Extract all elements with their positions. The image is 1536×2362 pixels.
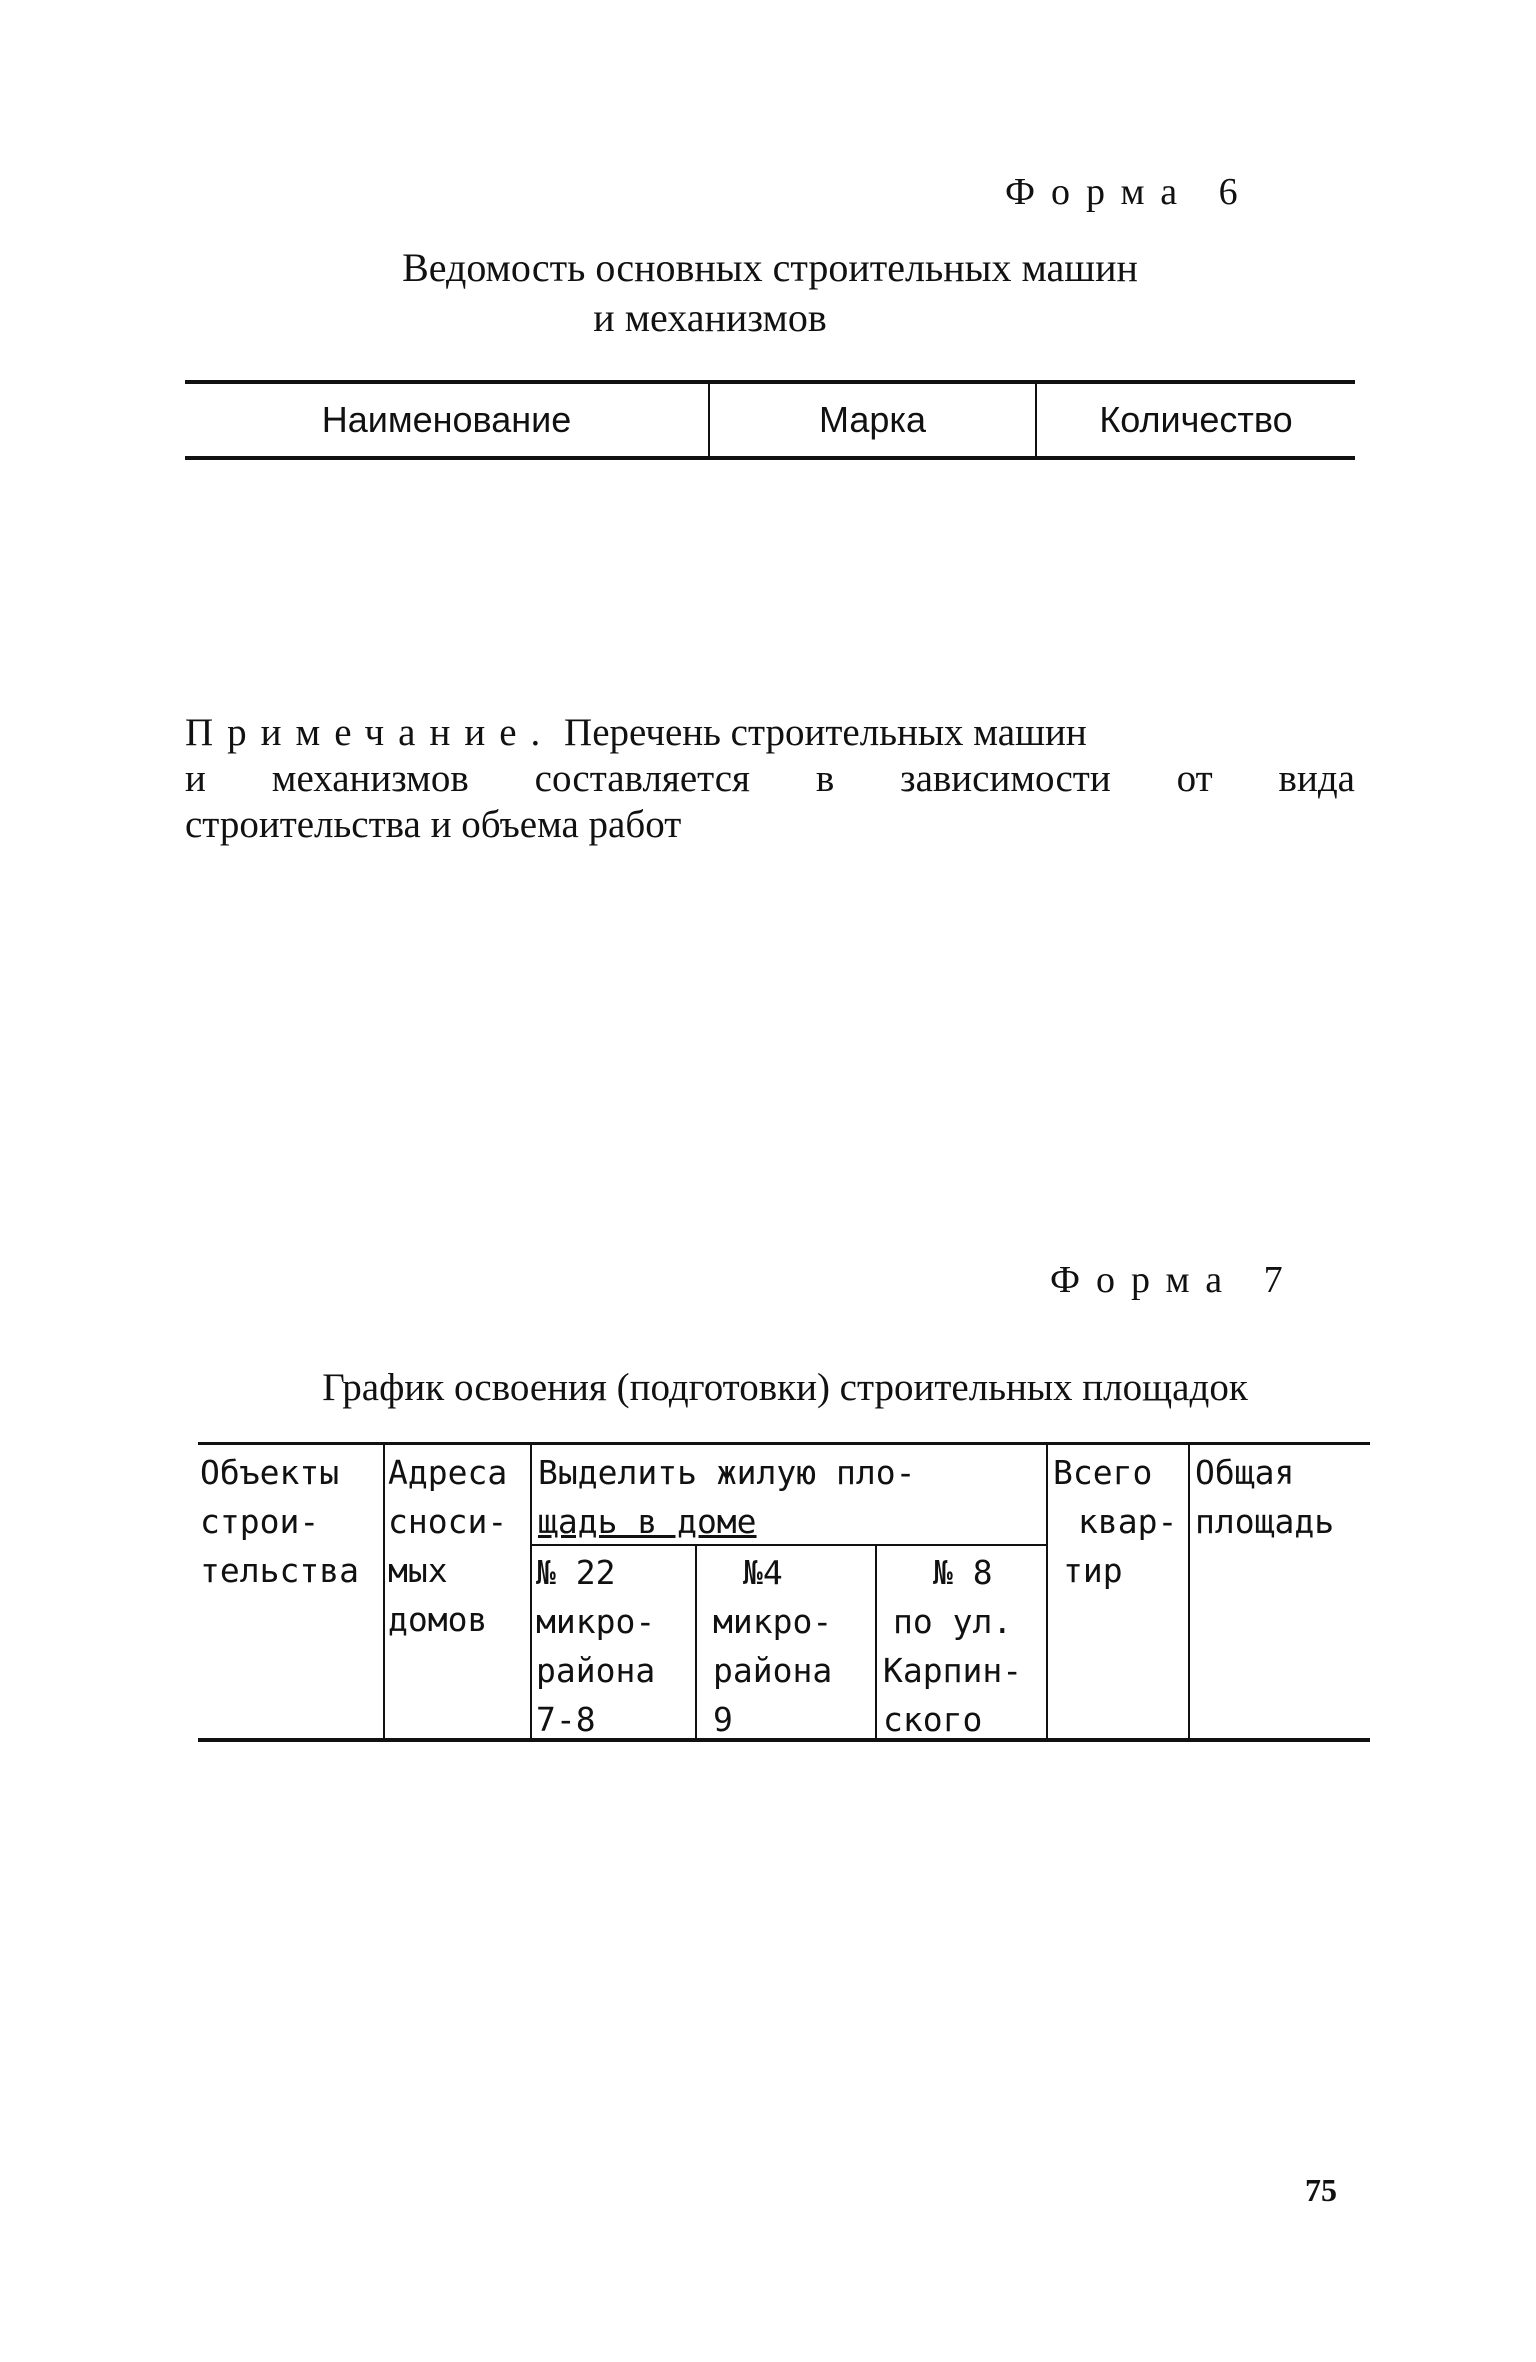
- form-6-label: Форма 6: [1005, 171, 1254, 213]
- form-6-title-line2: и механизмов: [593, 295, 827, 340]
- header-brand: Марка: [819, 399, 926, 440]
- header-total-apartments: Всего квар- тир: [1053, 1453, 1178, 1590]
- note-paragraph: [185, 710, 1355, 848]
- page-number: 75: [1305, 2172, 1337, 2208]
- machines-table: [185, 380, 1355, 460]
- header-total-area: Общая площадь: [1195, 1453, 1335, 1541]
- column-divider: [695, 1546, 697, 1740]
- header-house-4: №4 микро- района 9: [713, 1553, 833, 1739]
- schedule-table: [198, 1442, 1370, 1742]
- header-allocate-area: Выделить жилую пло- щадь в доме: [538, 1453, 916, 1541]
- table-top-rule: [198, 1442, 1370, 1445]
- form-7-title: График освоения (подготовки) строительных площадок: [322, 1366, 1248, 1409]
- header-name: Наименование: [321, 399, 572, 440]
- form-6-title-line1: Ведомость основных строительных машин: [402, 245, 1138, 290]
- note-line-3: строительства и объема работ: [185, 803, 682, 846]
- header-objects: Объекты строи- тельства: [200, 1453, 359, 1590]
- header-house-22: № 22 микро- района 7-8: [536, 1553, 656, 1739]
- header-addresses: Адреса сноси- мых домов: [388, 1453, 508, 1639]
- note-line-2: и механизмов составляется в зависимости от вида: [185, 757, 1355, 800]
- column-divider: [383, 1445, 385, 1740]
- header-house-8: № 8 по ул. Карпин- ского: [883, 1553, 1023, 1739]
- column-divider: [875, 1546, 877, 1740]
- column-divider: [1046, 1445, 1048, 1740]
- header-quantity: Количество: [1099, 399, 1293, 440]
- note-line-1-text: Перечень строительных машин: [554, 711, 1087, 754]
- column-divider: [530, 1445, 532, 1740]
- column-divider: [1188, 1445, 1190, 1740]
- form-7-label: Форма 7: [1050, 1259, 1299, 1301]
- note-line-1: [185, 710, 1355, 756]
- note-lead: Примечание.: [185, 711, 555, 754]
